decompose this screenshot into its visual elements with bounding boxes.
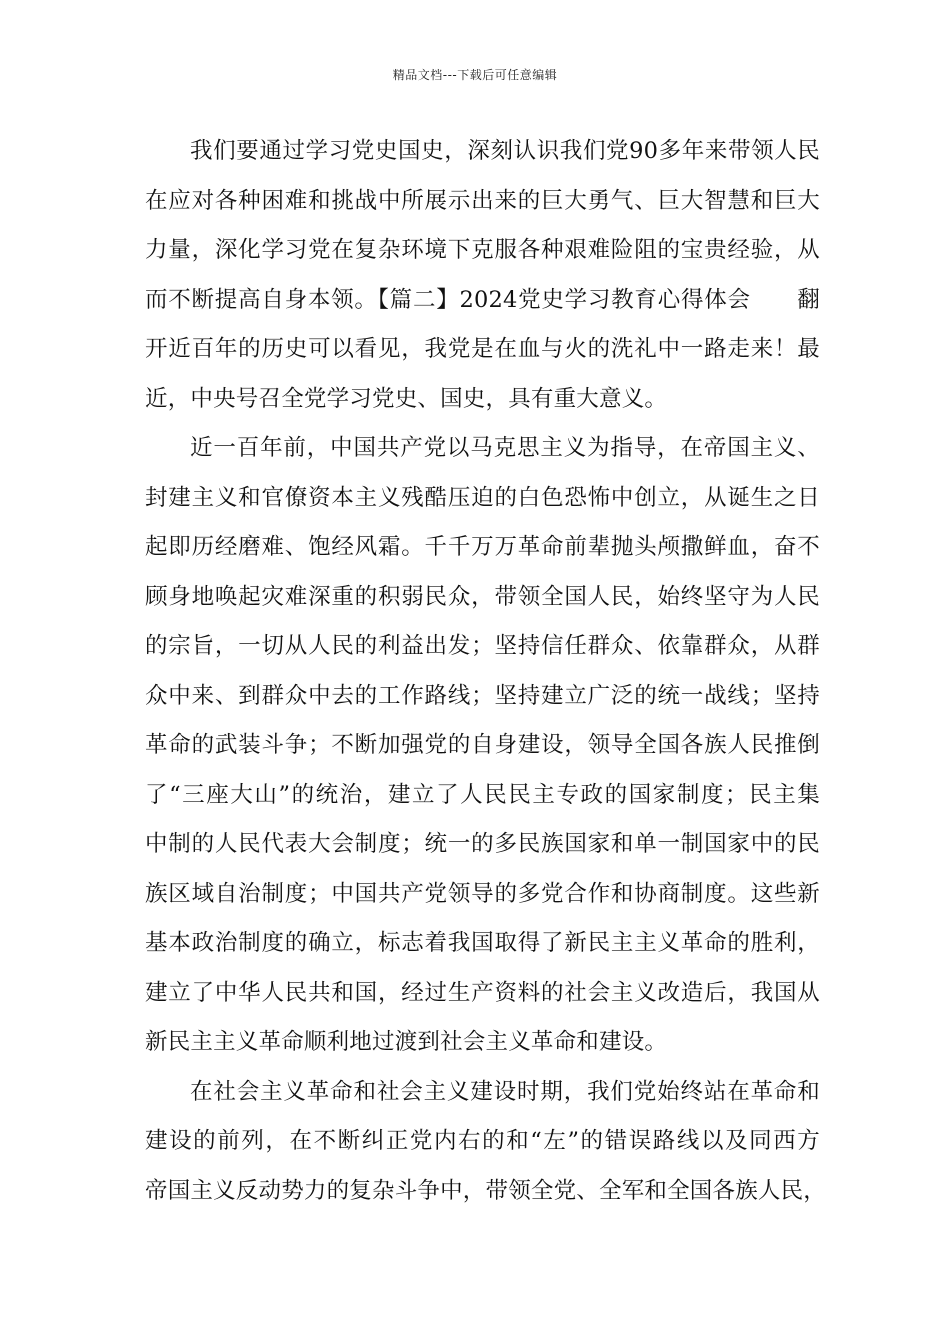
text-line: 力量，深化学习党在复杂环境下克服各种艰难险阻的宝贵经验，从 (145, 237, 820, 263)
document-body (145, 127, 827, 1216)
text-line: 帝国主义反动势力的复杂斗争中，带领全党、全军和全国各族人民， (145, 1177, 827, 1204)
text-line: 新民主主义革命顺利地过渡到社会主义革命和建设。 (145, 1029, 668, 1055)
text-line: 开近百年的历史可以看见，我党是在血与火的洗礼中一路走来！最 (145, 336, 820, 362)
text-line: 众中来、到群众中去的工作路线；坚持建立广泛的统一战线；坚持 (145, 682, 820, 709)
text-line: 我们要通过学习党史国史，深刻认识我们党90多年来带领人民 (190, 138, 820, 164)
text-line: 在社会主义革命和社会主义建设时期，我们党始终站在革命和 (190, 1078, 820, 1105)
text-line: 而不断提高自身本领。【篇二】2024党史学习教育心得体会 翻 (145, 286, 820, 313)
text-line: 中制的人民代表大会制度；统一的多民族国家和单一制国家中的民 (145, 831, 820, 857)
page-header: 精品文档---下载后可任意编辑 (392, 68, 558, 82)
text-line: 基本政治制度的确立，标志着我国取得了新民主主义革命的胜利， (145, 930, 820, 956)
paragraph (145, 1068, 827, 1217)
paragraph (145, 127, 820, 424)
text-line: 封建主义和官僚资本主义残酷压迫的白色恐怖中创立，从诞生之日 (145, 484, 820, 511)
text-line: 族区域自治制度；中国共产党领导的多党合作和协商制度。这些新 (145, 880, 820, 907)
text-line: 建设的前列，在不断纠正党内右的和“左”的错误路线以及同西方 (145, 1128, 820, 1154)
text-line: 建立了中华人民共和国，经过生产资料的社会主义改造后，我国从 (145, 979, 820, 1006)
text-line: 近一百年前，中国共产党以马克思主义为指导，在帝国主义、 (190, 435, 820, 461)
paragraph (145, 424, 820, 1068)
text-line: 顾身地唤起灾难深重的积弱民众，带领全国人民，始终坚守为人民 (145, 583, 820, 610)
text-line: 了“三座大山”的统治，建立了人民民主专政的国家制度；民主集 (145, 781, 820, 808)
text-line: 近，中央号召全党学习党史、国史，具有重大意义。 (145, 385, 668, 412)
text-line: 起即历经磨难、饱经风霜。千千万万革命前辈抛头颅撒鲜血，奋不 (145, 534, 820, 560)
text-line: 革命的武装斗争；不断加强党的自身建设，领导全国各族人民推倒 (145, 732, 820, 758)
text-line: 在应对各种困难和挑战中所展示出来的巨大勇气、巨大智慧和巨大 (145, 187, 820, 214)
text-line: 的宗旨，一切从人民的利益出发；坚持信任群众、依靠群众，从群 (145, 633, 820, 659)
